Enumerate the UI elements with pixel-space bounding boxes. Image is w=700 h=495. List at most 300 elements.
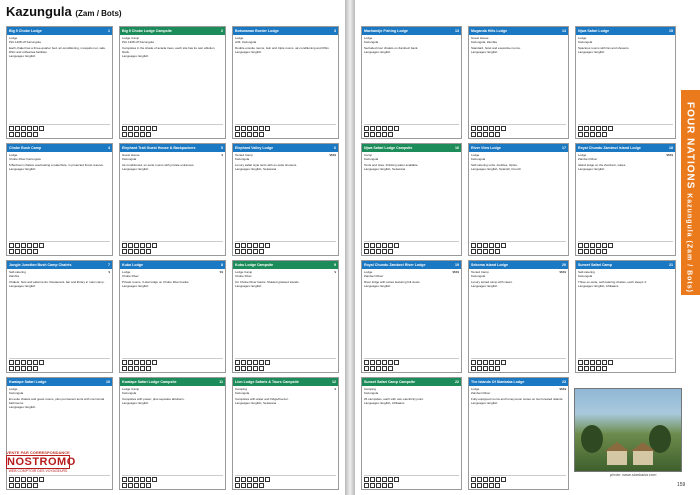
water-icon xyxy=(382,360,387,365)
page-title: Kazungula (Zam / Bots) xyxy=(6,4,122,19)
game-drive-icon xyxy=(247,483,252,488)
facility-icons xyxy=(122,126,223,131)
activity-icons xyxy=(471,132,566,137)
boat-icon xyxy=(122,249,127,254)
listing-number: 14 xyxy=(562,29,566,33)
listing-facilities xyxy=(122,124,223,136)
listing-name: Kubu Lodge xyxy=(122,263,143,267)
bar-icon xyxy=(265,243,270,248)
game-drive-icon xyxy=(590,132,595,137)
bar-icon xyxy=(152,360,157,365)
listing-address: Kazungula xyxy=(364,157,379,161)
listing-card xyxy=(6,260,113,373)
listing-header xyxy=(576,144,675,152)
fish-icon xyxy=(128,132,133,137)
shower-icon xyxy=(584,243,589,248)
listing-name: Jungle Junction Bush Camp Chalets xyxy=(9,263,72,267)
game-drive-icon xyxy=(590,366,595,371)
bird-icon xyxy=(259,366,264,371)
activity-icons xyxy=(364,132,459,137)
listing-price: $$$$ xyxy=(559,270,566,274)
listing-languages: Languages: English, Afrikaans xyxy=(578,284,619,288)
listing-type: Lodge xyxy=(235,36,244,40)
bed-icon xyxy=(364,243,369,248)
listing-name: Royal Chundu Zambezi River Lodge xyxy=(364,263,426,267)
power-icon xyxy=(247,360,252,365)
fish-icon xyxy=(15,132,20,137)
listing-body xyxy=(233,152,338,172)
boat-icon xyxy=(9,249,14,254)
boat-icon xyxy=(364,483,369,488)
listing-header xyxy=(469,144,568,152)
listing-description: Secluded river chalets on Zambezi bank. xyxy=(364,46,419,50)
activity-icons xyxy=(471,366,566,371)
bird-icon xyxy=(33,132,38,137)
listing-body xyxy=(469,269,568,289)
listing-header xyxy=(120,261,225,269)
listing-body xyxy=(7,386,112,410)
listing-body xyxy=(7,269,112,289)
listing-languages: Languages: English xyxy=(122,284,149,288)
listing-number: 22 xyxy=(455,380,459,384)
fish-icon xyxy=(241,366,246,371)
game-drive-icon xyxy=(483,249,488,254)
listing-card xyxy=(232,260,339,373)
fish-icon xyxy=(477,132,482,137)
listing-card xyxy=(232,26,339,139)
listing-number: 7 xyxy=(108,263,110,267)
fish-icon xyxy=(128,249,133,254)
listing-number: 16 xyxy=(455,146,459,150)
game-drive-icon xyxy=(376,132,381,137)
fish-icon xyxy=(241,483,246,488)
walk-icon xyxy=(27,249,32,254)
boat-icon xyxy=(578,132,583,137)
listing-languages: Languages: English, Setswana xyxy=(235,401,277,405)
game-drive-icon xyxy=(376,366,381,371)
activity-icons xyxy=(235,132,336,137)
game-drive-icon xyxy=(376,249,381,254)
bed-icon xyxy=(122,243,127,248)
listing-name: Muganda Hills Lodge xyxy=(471,29,508,33)
bird-icon xyxy=(388,249,393,254)
listing-name: Sunset Safari Camp Campsite xyxy=(364,380,416,384)
shower-icon xyxy=(128,243,133,248)
activity-icons xyxy=(471,483,566,488)
fish-icon xyxy=(584,366,589,371)
listing-body xyxy=(120,152,225,172)
listing-header xyxy=(120,144,225,152)
listing-header xyxy=(362,27,461,35)
water-icon xyxy=(140,243,145,248)
listing-address: Chobe River xyxy=(235,274,252,278)
shower-icon xyxy=(584,126,589,131)
listing-languages: Languages: English xyxy=(122,401,149,405)
listing-name: Kwalape Safari Lodge xyxy=(9,380,47,384)
listing-number: 5 xyxy=(221,146,223,150)
bar-icon xyxy=(394,477,399,482)
listing-description: Luxury tented camp with views. xyxy=(471,280,513,284)
listing-type: Lodge xyxy=(578,153,587,157)
facility-icons xyxy=(578,126,673,131)
fish-icon xyxy=(370,132,375,137)
listing-languages: Languages: English xyxy=(471,284,498,288)
bird-icon xyxy=(495,366,500,371)
fish-icon xyxy=(477,366,482,371)
listing-type: Tented Camp xyxy=(471,270,489,274)
listing-description: Spacious rooms with fan and showers. xyxy=(578,46,630,50)
pool-icon xyxy=(146,477,151,482)
bar-icon xyxy=(501,126,506,131)
facility-icons xyxy=(471,243,566,248)
shower-icon xyxy=(370,126,375,131)
listing-card xyxy=(119,26,226,139)
power-icon xyxy=(483,477,488,482)
listing-type: Guest House xyxy=(471,36,489,40)
listing-card xyxy=(6,143,113,256)
listing-address: Chobe River xyxy=(122,274,139,278)
listing-body xyxy=(233,269,338,289)
listing-number: 3 xyxy=(334,29,336,33)
game-drive-icon xyxy=(483,366,488,371)
bed-icon xyxy=(578,243,583,248)
listing-name: Big 5 Chobe Lodge xyxy=(9,29,42,33)
facility-icons xyxy=(235,243,336,248)
listing-body xyxy=(576,35,675,55)
listing-name: River View Lodge xyxy=(471,146,501,150)
boat-icon xyxy=(364,249,369,254)
watermark-logo: NOSTROMO xyxy=(7,456,76,468)
shower-icon xyxy=(15,243,20,248)
bar-icon xyxy=(152,126,157,131)
book-gutter xyxy=(345,0,355,495)
power-icon xyxy=(134,126,139,131)
listing-card xyxy=(119,377,226,490)
bed-icon xyxy=(471,477,476,482)
listing-card xyxy=(119,260,226,373)
listing-header xyxy=(7,144,112,152)
game-drive-icon xyxy=(21,249,26,254)
listing-description: On Chobe River banks. Shaded grassed stands. xyxy=(235,280,300,284)
nostromo-watermark xyxy=(2,450,74,490)
bar-icon xyxy=(394,243,399,248)
listing-body xyxy=(469,386,568,406)
listing-languages: Languages: English xyxy=(9,284,36,288)
activity-icons xyxy=(9,132,110,137)
listing-number: 21 xyxy=(669,263,673,267)
pool-icon xyxy=(33,360,38,365)
bed-icon xyxy=(578,126,583,131)
facility-icons xyxy=(9,360,110,365)
water-icon xyxy=(27,126,32,131)
shower-icon xyxy=(477,243,482,248)
game-drive-icon xyxy=(134,249,139,254)
listing-number: 17 xyxy=(562,146,566,150)
listing-description: Luxury safari style tents with en-suite showers. xyxy=(235,163,298,167)
listing-number: 4 xyxy=(108,146,110,150)
listing-card xyxy=(575,260,676,373)
boat-icon xyxy=(122,366,127,371)
listing-languages: Languages: English, Setswana xyxy=(364,167,406,171)
bed-icon xyxy=(9,360,14,365)
shower-icon xyxy=(241,360,246,365)
facility-icons xyxy=(122,477,223,482)
bar-icon xyxy=(152,477,157,482)
walk-icon xyxy=(253,249,258,254)
listing-languages: Languages: English xyxy=(9,405,36,409)
power-icon xyxy=(483,243,488,248)
facility-icons xyxy=(364,126,459,131)
bed-icon xyxy=(9,243,14,248)
power-icon xyxy=(247,243,252,248)
activity-icons xyxy=(578,249,673,254)
game-drive-icon xyxy=(376,483,381,488)
listing-card xyxy=(468,377,569,490)
pool-icon xyxy=(602,243,607,248)
listing-languages: Languages: English, Spanish, French xyxy=(471,167,521,171)
listing-facilities xyxy=(471,124,566,136)
boat-icon xyxy=(235,249,240,254)
photo-credit: photo: www.siankaba.com xyxy=(610,472,657,477)
listing-description: Campsites with power, plus separate ablutions. xyxy=(122,397,185,401)
fish-icon xyxy=(128,366,133,371)
game-drive-icon xyxy=(134,483,139,488)
pool-icon xyxy=(146,360,151,365)
listing-description: Air-conditioned, en-suite rooms with private entrances. xyxy=(122,163,195,167)
listing-languages: Languages: English, Afrikaans xyxy=(364,401,405,405)
facility-icons xyxy=(122,243,223,248)
facility-icons xyxy=(235,126,336,131)
bar-icon xyxy=(608,243,613,248)
listing-body xyxy=(576,152,675,172)
shower-icon xyxy=(15,126,20,131)
walk-icon xyxy=(596,249,601,254)
walk-icon xyxy=(27,132,32,137)
listing-number: 6 xyxy=(334,146,336,150)
listing-body xyxy=(120,269,225,289)
pool-icon xyxy=(388,126,393,131)
listing-header xyxy=(233,261,338,269)
boat-icon xyxy=(235,366,240,371)
listing-name: The Islands Of Siankaba Lodge xyxy=(471,380,525,384)
game-drive-icon xyxy=(247,366,252,371)
walk-icon xyxy=(382,249,387,254)
listing-number: 11 xyxy=(219,380,223,384)
bed-icon xyxy=(235,360,240,365)
listing-grid-left xyxy=(6,26,339,490)
water-icon xyxy=(27,243,32,248)
power-icon xyxy=(376,243,381,248)
listing-name: Sekoma Island Lodge xyxy=(471,263,508,267)
shower-icon xyxy=(370,360,375,365)
listing-description: Fully-equipped rooms and honeymoon suites on two forested islands. xyxy=(471,397,564,401)
bar-icon xyxy=(608,360,613,365)
boat-icon xyxy=(9,132,14,137)
listing-header xyxy=(362,144,461,152)
walk-icon xyxy=(140,132,145,137)
listing-card xyxy=(468,143,569,256)
shower-icon xyxy=(477,126,482,131)
listing-description: Private rooms, 3-star lodge on Chobe River banks. xyxy=(122,280,190,284)
walk-icon xyxy=(253,483,258,488)
listing-name: Sunset Safari Camp xyxy=(578,263,612,267)
bar-icon xyxy=(394,360,399,365)
activity-icons xyxy=(364,249,459,254)
listing-header xyxy=(120,378,225,386)
listing-name: Elephant Trail Guest House & Backpackers xyxy=(122,146,196,150)
listing-card xyxy=(575,143,676,256)
boat-icon xyxy=(364,366,369,371)
listing-facilities xyxy=(578,241,673,253)
listing-description: 5 Bedroom chalets overlooking a waterhole, in protected forest reserve. xyxy=(9,163,104,167)
listing-address: Kazungula xyxy=(364,391,379,395)
fish-icon xyxy=(241,249,246,254)
bird-icon xyxy=(33,366,38,371)
walk-icon xyxy=(140,249,145,254)
listing-card xyxy=(232,377,339,490)
activity-icons xyxy=(364,483,459,488)
listing-languages: Languages: English xyxy=(122,54,149,58)
activity-icons xyxy=(235,366,336,371)
fish-icon xyxy=(241,132,246,137)
power-icon xyxy=(21,243,26,248)
listing-languages: Languages: English, Setswana xyxy=(235,167,277,171)
listing-number: 1 xyxy=(108,29,110,33)
listing-facilities xyxy=(364,358,459,370)
walk-icon xyxy=(489,366,494,371)
walk-icon xyxy=(27,366,32,371)
fish-icon xyxy=(584,249,589,254)
listing-header xyxy=(469,27,568,35)
listing-description: Campsites in the shade of acacia trees, each site has its own ablution block. xyxy=(122,46,215,54)
listing-body xyxy=(469,35,568,55)
listing-description: Self-catering units, doubles, triples. xyxy=(471,163,518,167)
bed-icon xyxy=(471,126,476,131)
bed-icon xyxy=(364,360,369,365)
water-icon xyxy=(489,126,494,131)
bar-icon xyxy=(39,243,44,248)
listing-facilities xyxy=(122,241,223,253)
bird-icon xyxy=(259,132,264,137)
game-drive-icon xyxy=(21,132,26,137)
listing-type: Lodge xyxy=(9,153,18,157)
listing-facilities xyxy=(9,358,110,370)
listing-number: 12 xyxy=(332,380,336,384)
listing-facilities xyxy=(235,241,336,253)
listing-name: Botswanan Border Lodge xyxy=(235,29,279,33)
listing-type: Lodge xyxy=(364,270,373,274)
bird-icon xyxy=(602,132,607,137)
facility-icons xyxy=(235,477,336,482)
listing-languages: Languages: English xyxy=(364,50,391,54)
power-icon xyxy=(590,360,595,365)
bed-icon xyxy=(235,477,240,482)
listing-name: Kubu Lodge Campsite xyxy=(235,263,274,267)
listing-languages: Languages: English xyxy=(578,50,605,54)
bird-icon xyxy=(33,249,38,254)
water-icon xyxy=(27,360,32,365)
pool-icon xyxy=(495,360,500,365)
shower-icon xyxy=(477,477,482,482)
listing-price: $$$$ xyxy=(329,153,336,157)
bar-icon xyxy=(39,360,44,365)
listing-number: 9 xyxy=(334,263,336,267)
power-icon xyxy=(590,243,595,248)
listing-facilities xyxy=(235,358,336,370)
shower-icon xyxy=(241,126,246,131)
bird-icon xyxy=(388,483,393,488)
listing-languages: Languages: English xyxy=(471,401,498,405)
left-page xyxy=(0,0,345,495)
power-icon xyxy=(247,477,252,482)
bed-icon xyxy=(235,243,240,248)
shower-icon xyxy=(477,360,482,365)
listing-name: Mazhandje Fishing Lodge xyxy=(364,29,408,33)
pool-icon xyxy=(259,126,264,131)
listing-description: En-suite chalets and guest rooms, plus permanent tents with communal bathrooms. xyxy=(9,397,105,405)
activity-icons xyxy=(9,249,110,254)
listing-body xyxy=(7,152,112,172)
pool-icon xyxy=(388,243,393,248)
listing-header xyxy=(7,27,112,35)
bed-icon xyxy=(364,126,369,131)
listing-card xyxy=(361,260,462,373)
pool-icon xyxy=(602,360,607,365)
water-icon xyxy=(253,126,258,131)
listing-header xyxy=(233,378,338,386)
bar-icon xyxy=(608,126,613,131)
facility-icons xyxy=(9,243,110,248)
listing-card xyxy=(468,26,569,139)
water-icon xyxy=(140,360,145,365)
listing-price: $$ xyxy=(219,270,223,274)
listing-card xyxy=(361,143,462,256)
facility-icons xyxy=(364,360,459,365)
bird-icon xyxy=(259,483,264,488)
listing-type: Lodge Camp xyxy=(122,387,140,391)
pool-icon xyxy=(495,126,500,131)
bed-icon xyxy=(471,243,476,248)
listing-card xyxy=(6,26,113,139)
bar-icon xyxy=(152,243,157,248)
facility-icons xyxy=(471,360,566,365)
listing-facilities xyxy=(9,124,110,136)
walk-icon xyxy=(382,483,387,488)
listing-price: $$$$ xyxy=(666,153,673,157)
facility-icons xyxy=(122,360,223,365)
power-icon xyxy=(376,477,381,482)
listing-type: Tented Camp xyxy=(235,153,253,157)
listing-name: Njwa Safari Lodge xyxy=(578,29,610,33)
listing-number: 20 xyxy=(562,263,566,267)
listing-type: Lodge xyxy=(122,270,131,274)
boat-icon xyxy=(471,483,476,488)
listing-price: $ xyxy=(221,153,223,157)
game-drive-icon xyxy=(590,249,595,254)
section-tab-text: FOUR NATIONS Kazungula (Zam / Bots) xyxy=(684,102,696,293)
boat-icon xyxy=(9,366,14,371)
game-drive-icon xyxy=(247,249,252,254)
power-icon xyxy=(21,126,26,131)
listing-price: $ xyxy=(334,387,336,391)
listing-name: Lion Lodge Safaris & Tours Campsite xyxy=(235,380,299,384)
pool-icon xyxy=(259,360,264,365)
facility-icons xyxy=(235,360,336,365)
listing-body xyxy=(233,386,338,406)
listing-description: Double ensuite rooms, twin and triple rooms, air-conditioning and DStv. xyxy=(235,46,330,50)
facility-icons xyxy=(364,243,459,248)
listing-facilities xyxy=(364,124,459,136)
